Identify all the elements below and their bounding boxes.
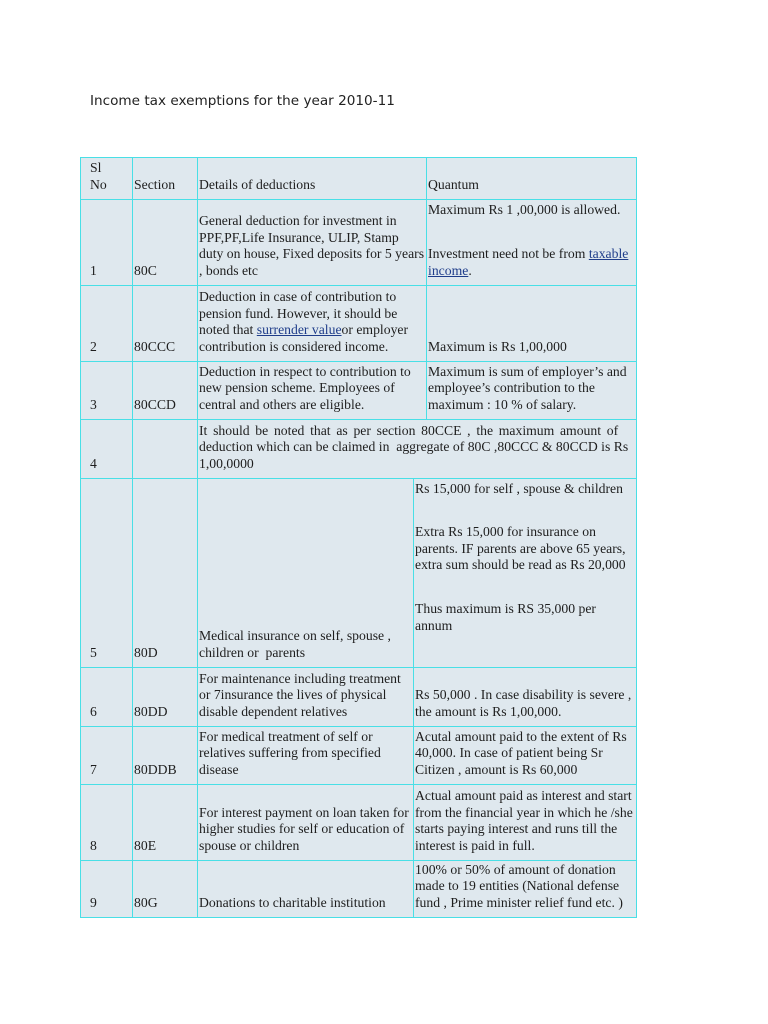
- quantum-text: Investment need not be from: [428, 246, 589, 262]
- sl-no-cell: [81, 420, 133, 479]
- note-line: deduction which can be claimed in aggregate of 80C ,80CCC & 80CCD is Rs: [199, 439, 629, 455]
- quantum-cell: [427, 200, 637, 286]
- details-line: disable dependent relatives: [199, 703, 348, 719]
- details-line: central and others are eligible.: [199, 396, 365, 412]
- details-line: new pension scheme. Employees of: [199, 380, 395, 396]
- details-cell: [198, 668, 414, 727]
- header-section-label: Section: [134, 176, 176, 192]
- quantum-line: Rs 15,000 for self , spouse & children: [415, 480, 623, 496]
- quantum-line: fund , Prime minister relief fund etc. ): [415, 894, 623, 910]
- details-line: , bonds etc: [199, 262, 258, 278]
- details-line: contribution is considered income.: [199, 338, 389, 354]
- sl-no: 5: [90, 644, 97, 660]
- quantum-cell: [414, 668, 637, 727]
- quantum-line: parents. IF parents are above 65 years,: [415, 540, 626, 556]
- section-cell: [133, 479, 198, 668]
- quantum-line: Rs 50,000 . In case disability is severe ,: [415, 687, 632, 703]
- sl-no-cell: [81, 362, 133, 420]
- quantum-line: Maximum is sum of employer’s and: [428, 363, 627, 379]
- sl-no-cell: [81, 861, 133, 918]
- surrender-value-link[interactable]: surrender value: [256, 322, 342, 338]
- section-cell: [133, 861, 198, 918]
- details-cell: [198, 286, 427, 362]
- sl-no: 1: [90, 262, 97, 278]
- table-row: [81, 479, 637, 668]
- sl-no: 9: [90, 894, 97, 910]
- document-title: Income tax exemptions for the year 2010-11: [90, 93, 395, 109]
- header-details-label: Details of deductions: [199, 176, 316, 192]
- details-cell: [198, 727, 414, 785]
- details-text: noted that: [199, 322, 257, 338]
- details-line: relatives suffering from specified: [199, 745, 381, 761]
- table-row: [81, 668, 637, 727]
- details-line: children or parents: [199, 644, 306, 660]
- section-code: 80G: [134, 894, 158, 910]
- details-line: Medical insurance on self, spouse ,: [199, 628, 391, 644]
- quantum-cell: [414, 861, 637, 918]
- details-line: Deduction in case of contribution to: [199, 289, 397, 305]
- quantum-line: from the financial year in which he /she: [415, 804, 633, 820]
- table-header-row: [81, 158, 637, 200]
- header-quantum-label: Quantum: [428, 176, 479, 192]
- sl-no: 7: [90, 761, 97, 777]
- section-cell: [133, 200, 198, 286]
- header-section-cell: [133, 158, 198, 200]
- quantum-line: Thus maximum is RS 35,000 per: [415, 601, 596, 617]
- quantum-line: extra sum should be read as Rs 20,000: [415, 557, 626, 573]
- details-line: duty on house, Fixed deposits for 5 years: [199, 246, 425, 262]
- section-cell: [133, 727, 198, 785]
- details-text: or employer: [341, 322, 409, 338]
- quantum-cell: [427, 362, 637, 420]
- quantum-line: annum: [415, 617, 453, 633]
- sl-no: 4: [90, 455, 97, 471]
- quantum-line: Citizen , amount is Rs 60,000: [415, 761, 578, 777]
- note-line: It should be noted that as per section 80CCE , the maximum amount of: [199, 422, 619, 438]
- quantum-cell: [414, 479, 637, 668]
- note-cell: [198, 420, 637, 479]
- header-sl-no-label: Sl: [90, 160, 102, 176]
- table-row: [81, 286, 637, 362]
- quantum-line: interest is paid in full.: [415, 837, 535, 853]
- quantum-cell: [427, 286, 637, 362]
- section-cell: [133, 420, 198, 479]
- note-line: 1,00,0000: [199, 455, 254, 471]
- table-row: [81, 727, 637, 785]
- sl-no-cell: [81, 200, 133, 286]
- details-line: pension fund. However, it should be: [199, 305, 398, 321]
- sl-no: 8: [90, 837, 97, 853]
- header-sl-no-label: No: [90, 176, 107, 192]
- table-row: [81, 785, 637, 861]
- quantum-line: 40,000. In case of patient being Sr: [415, 745, 603, 761]
- section-cell: [133, 785, 198, 861]
- details-line: For maintenance including treatment: [199, 670, 401, 686]
- section-code: 80DD: [134, 703, 168, 719]
- table-row: [81, 200, 637, 286]
- sl-no-cell: [81, 479, 133, 668]
- sl-no: 3: [90, 396, 97, 412]
- details-line: spouse or children: [199, 837, 300, 853]
- details-line: disease: [199, 761, 239, 777]
- tax-exemptions-table: [80, 157, 637, 918]
- sl-no: 2: [90, 338, 97, 354]
- quantum-cell: [414, 727, 637, 785]
- details-line: [199, 322, 425, 338]
- section-cell: [133, 286, 198, 362]
- sl-no-cell: [81, 727, 133, 785]
- details-line: higher studies for self or education of: [199, 821, 405, 837]
- section-code: 80D: [134, 644, 158, 660]
- header-sl-no-cell: [81, 158, 133, 200]
- quantum-line: Maximum is Rs 1,00,000: [428, 338, 567, 354]
- table-row: [81, 362, 637, 420]
- section-code: 80CCD: [134, 396, 176, 412]
- taxable-income-link[interactable]: taxable: [588, 246, 629, 262]
- sl-no: 6: [90, 703, 97, 719]
- section-cell: [133, 668, 198, 727]
- header-quantum-cell: [427, 158, 637, 200]
- details-line: For medical treatment of self or: [199, 728, 373, 744]
- quantum-line: the amount is Rs 1,00,000.: [415, 703, 562, 719]
- section-cell: [133, 362, 198, 420]
- details-cell: [198, 785, 414, 861]
- quantum-line: Extra Rs 15,000 for insurance on: [415, 524, 596, 540]
- section-code: 80DDB: [134, 761, 177, 777]
- section-code: 80C: [134, 262, 157, 278]
- details-cell: [198, 362, 427, 420]
- details-line: For interest payment on loan taken for: [199, 804, 409, 820]
- taxable-income-link[interactable]: income: [428, 262, 469, 278]
- details-line: Donations to charitable institution: [199, 894, 386, 910]
- sl-no-cell: [81, 668, 133, 727]
- details-line: PPF,PF,Life Insurance, ULIP, Stamp: [199, 229, 399, 245]
- sl-no-cell: [81, 785, 133, 861]
- quantum-line: 100% or 50% of amount of donation: [415, 861, 616, 877]
- details-line: Deduction in respect to contribution to: [199, 363, 411, 379]
- quantum-line: [428, 263, 635, 279]
- details-line: General deduction for investment in: [199, 213, 397, 229]
- section-code: 80CCC: [134, 338, 176, 354]
- quantum-line: made to 19 entities (National defense: [415, 878, 620, 894]
- quantum-line: Maximum Rs 1 ,00,000 is allowed.: [428, 202, 621, 218]
- sl-no-cell: [81, 286, 133, 362]
- quantum-line: employee’s contribution to the: [428, 380, 595, 396]
- table-row: [81, 420, 637, 479]
- details-line: or 7insurance the lives of physical: [199, 687, 387, 703]
- header-details-cell: [198, 158, 427, 200]
- quantum-line: maximum : 10 % of salary.: [428, 396, 577, 412]
- quantum-line: Acutal amount paid to the extent of Rs: [415, 728, 627, 744]
- table-row: [81, 861, 637, 918]
- details-cell: [198, 479, 414, 668]
- quantum-text: .: [468, 262, 472, 278]
- details-cell: [198, 861, 414, 918]
- section-code: 80E: [134, 837, 157, 853]
- quantum-line: Actual amount paid as interest and start: [415, 788, 632, 804]
- details-cell: [198, 200, 427, 286]
- quantum-line: starts paying interest and runs till the: [415, 821, 618, 837]
- quantum-line: [428, 246, 635, 262]
- quantum-cell: [414, 785, 637, 861]
